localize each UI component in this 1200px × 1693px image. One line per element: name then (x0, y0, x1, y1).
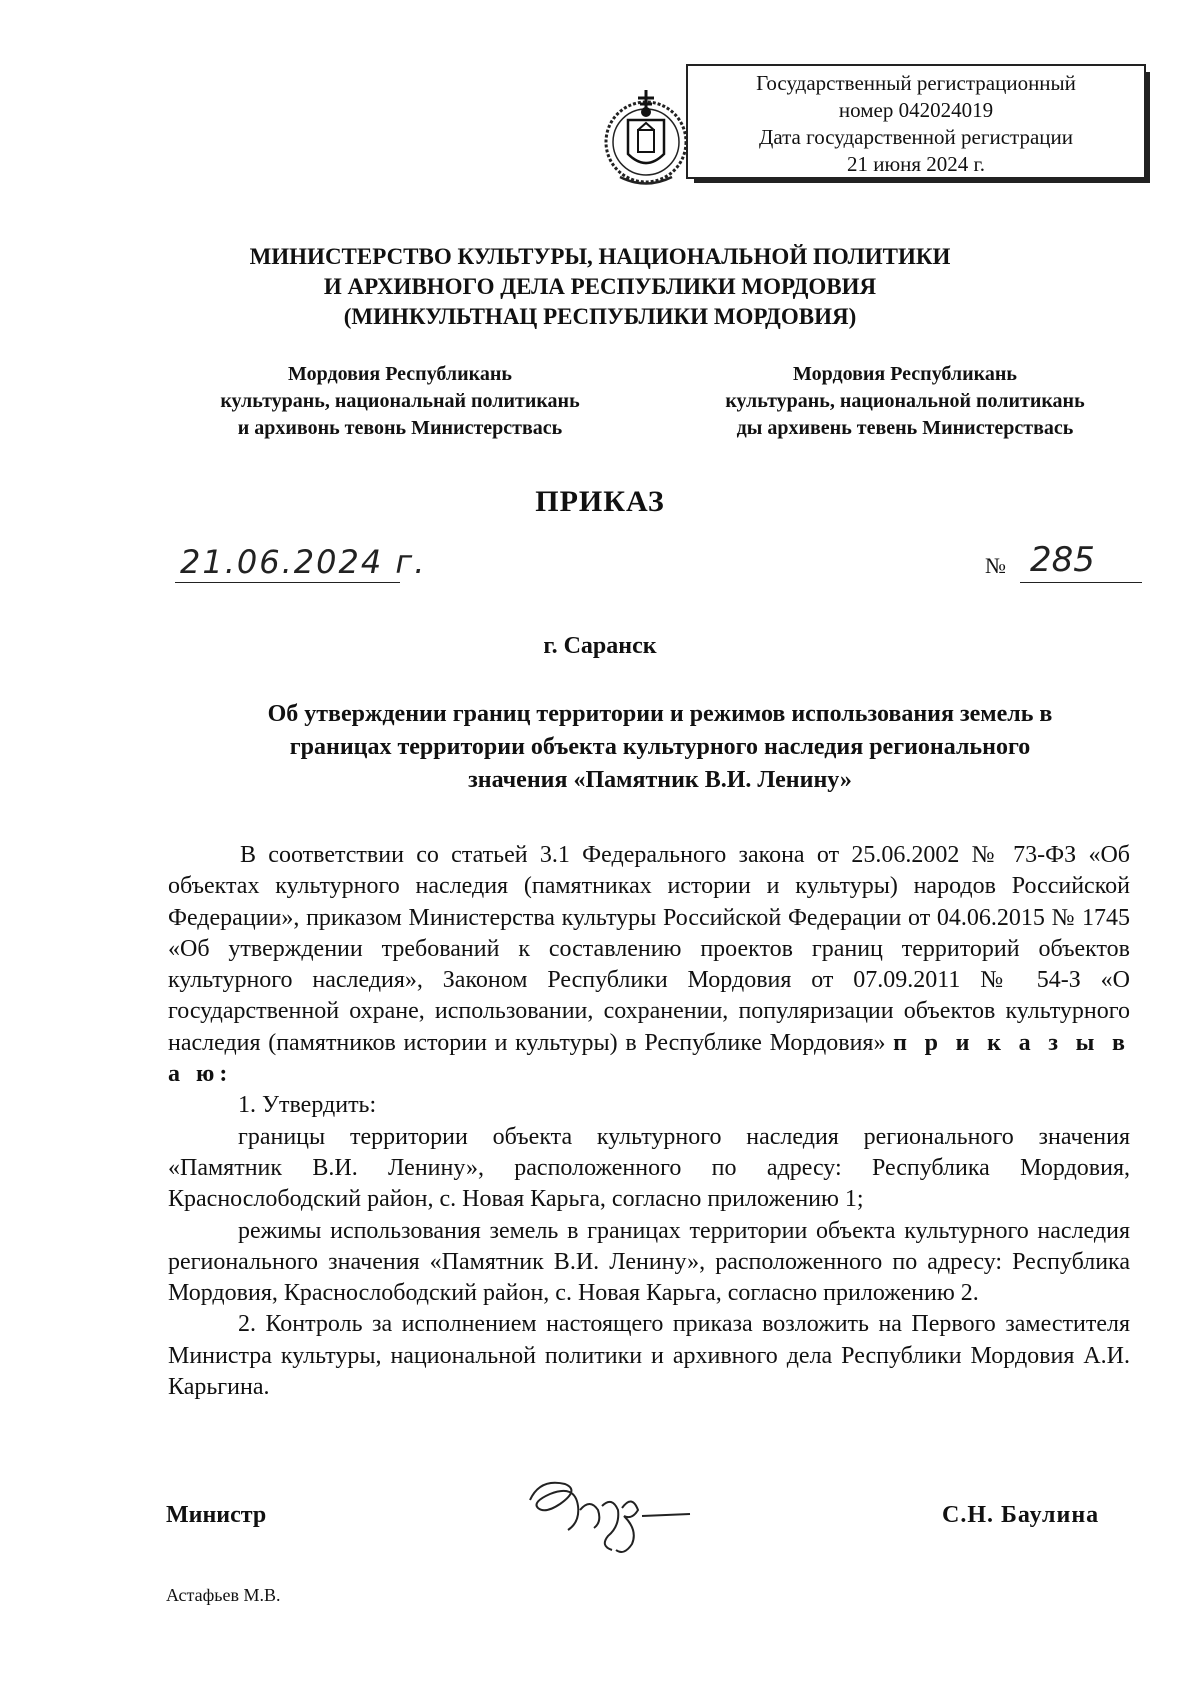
registration-date: 21 июня 2024 г. (846, 152, 986, 176)
order-colon: : (219, 1061, 228, 1088)
subject-line-3: значения «Памятник В.И. Ленину» (468, 767, 852, 793)
item-2: 2. Контроль за исполнением настоящего приказа возложить на Первого заместителя Министра культуры, национальной политики и архивного дела Республики Мордовия А.И. Карьгина. (168, 1311, 1130, 1401)
moksha-name-line-2: культурань, национальнай политикань (220, 390, 580, 412)
signer-title: Министр (166, 1502, 267, 1528)
number-underline (1020, 582, 1142, 583)
signer-name: С.Н. Баулина (942, 1502, 1100, 1528)
registration-stamp (686, 64, 1146, 179)
ministry-name-line-1: МИНИСТЕРСТВО КУЛЬТУРЫ, НАЦИОНАЛЬНОЙ ПОЛИТИКИ (249, 244, 951, 269)
number-sign: № (985, 553, 1006, 578)
item-1-b: режимы использования земель в границах территории объекта культурного наследия регионального значения «Памятник В.И. Ленину», расположенного по адресу: Республика Мордовия, Краснослободский район, с. Новая Карьга, согласно приложению 2. (168, 1217, 1130, 1307)
order-subject (190, 698, 1130, 797)
order-number: 285 (1030, 540, 1095, 580)
registration-number: номер 042024019 (838, 98, 994, 122)
subject-line-1: Об утверждении границ территории и режимов использования земель в (267, 701, 1053, 727)
preamble-text: В соответствии со статьей 3.1 Федерального закона от 25.06.2002 № 73-ФЗ «Об объектах культурного наследия (памятниках истории и культуры) народов Российской Федерации», приказом Министерства культуры Российской Федерации от 04.06.2015 № 1745 «Об утверждении требований к составлению проектов границ территорий объектов культурного наследия», Законом Республики Мордовия от 07.09.2011 № 54-З «О государственной охране, использовании, сохранении, популяризации объектов культурного наследия (памятников истории и культуры) в Республике Мордовия» (168, 842, 1130, 1056)
date-underline (175, 582, 400, 583)
erzya-name-line-2: культурань, национальной политикань (725, 390, 1085, 412)
erzya-name-line-3: ды архивень тевень Министерствась (736, 417, 1074, 439)
executor-name: Астафьев М.В. (166, 1585, 281, 1605)
city: г. Саранск (543, 633, 657, 659)
ministry-name-line-3: (МИНКУЛЬТНАЦ РЕСПУБЛИКИ МОРДОВИЯ) (343, 304, 857, 329)
order-date: 21.06.2024 г. (180, 543, 427, 581)
registration-date-label: Дата государственной регистрации (759, 125, 1073, 149)
signature-icon (520, 1470, 730, 1562)
document-type: ПРИКАЗ (535, 485, 665, 518)
subject-line-2: границах территории объекта культурного наследия регионального (289, 734, 1031, 760)
preamble-paragraph (168, 840, 1130, 1090)
item-1-a: границы территории объекта культурного наследия регионального значения «Памятник В.И. Ленину», расположенного по адресу: Республика Мордовия, Краснослободский район, с. Новая Карьга, согласно приложению 1; (168, 1123, 1130, 1213)
moksha-name-line-1: Мордовия Республикань (287, 363, 512, 385)
registration-line-1: Государственный регистрационный (756, 71, 1076, 95)
item-1: 1. Утвердить: (238, 1092, 377, 1119)
moksha-name-line-3: и архивонь тевонь Министерствась (237, 417, 563, 439)
order-body (168, 840, 1130, 1403)
ministry-name-line-2: И АРХИВНОГО ДЕЛА РЕСПУБЛИКИ МОРДОВИЯ (323, 274, 877, 299)
erzya-name-line-1: Мордовия Республикань (792, 363, 1017, 385)
coat-of-arms-icon (600, 82, 692, 192)
order-word: п р и к а з ы в а ю (168, 1029, 1130, 1088)
